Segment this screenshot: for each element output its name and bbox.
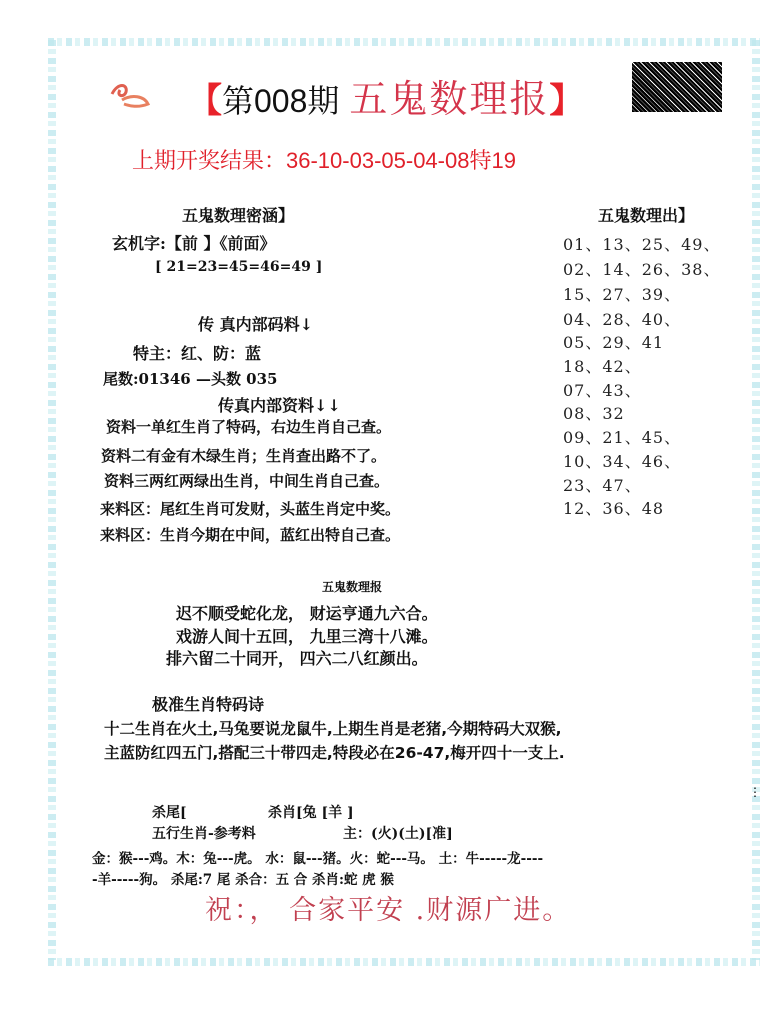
special-color: 特主：红、防：蓝	[133, 344, 262, 363]
kill-zodiac: 杀肖[兔 [羊 ]	[268, 805, 354, 821]
title-bracket-close: 】	[549, 81, 584, 121]
number-row: 18、42、	[563, 357, 642, 376]
mystery-word: 玄机字:【前 】《前面》	[112, 234, 276, 253]
title-bracket-open: 【	[188, 81, 222, 121]
watermark-border-left	[48, 40, 56, 960]
number-row: 09、21、45、	[563, 428, 682, 447]
element-mapping-line-2: -羊-----狗。 杀尾:7 尾 杀合：五 合 杀肖:蛇 虎 猴	[92, 872, 394, 888]
number-row: 23、47、	[563, 476, 642, 495]
qr-code-image	[632, 62, 722, 112]
side-mark: ⋮	[749, 785, 761, 799]
zodiac-poem-line: 十二生肖在火土,马兔要说龙鼠牛,上期生肖是老猪,今期特码大双猴,	[104, 720, 562, 738]
numbers-out-title: 五鬼数理出】	[598, 206, 695, 225]
paper-name: 五鬼数理报	[349, 77, 550, 121]
number-row: 05、29、41	[563, 333, 665, 352]
footer-wish: 祝：， 合家平安 .财源广进。	[205, 895, 572, 926]
info-item-3: 资料三两红两绿出生肖，中间生肖自己查。	[104, 472, 390, 490]
zodiac-poem-title: 极准生肖特码诗	[152, 695, 265, 714]
number-row: 02、14、26、38、	[563, 260, 721, 279]
five-elements-title: 五行生肖-参考料	[152, 826, 256, 842]
watermark-border-bottom	[48, 958, 760, 966]
secret-section-title: 五鬼数理密涵】	[182, 206, 295, 225]
number-row: 10、34、46、	[563, 452, 682, 471]
mystery-numbers: [ 21=23=45=46=49 ]	[155, 259, 323, 275]
info-item-4: 来料区：尾红生肖可发财，头蓝生肖定中奖。	[100, 500, 401, 518]
kill-tail: 杀尾[	[152, 805, 187, 821]
watermark-border-top	[48, 38, 760, 46]
info-item-1: 资料一单红生肖了特码，右边生肖自己查。	[106, 418, 392, 436]
info-item-2: 资料二有金有木绿生肖；生肖查出路不了。	[101, 447, 387, 465]
poem-line: 迟不顺受蛇化龙， 财运亨通九六合。	[176, 604, 438, 623]
page-title	[188, 76, 583, 124]
fax-title: 传 真内部码料↓	[198, 315, 313, 334]
tail-head-numbers: 尾数:01346 —头数 035	[103, 370, 278, 388]
fax-title-2: 传真内部资料↓↓	[218, 396, 341, 415]
number-row: 08、32	[563, 404, 625, 423]
info-item-5: 来料区：生肖今期在中间，蓝红出特自己查。	[100, 526, 401, 544]
last-draw-result: 上期开奖结果：36-10-03-05-04-08特19	[132, 148, 516, 173]
element-mapping-line-1: 金：猴---鸡。木：兔---虎。 水：鼠---猪。火：蛇---马。 土：牛-----龙----	[92, 851, 544, 867]
issue-number: 第008期	[222, 83, 340, 119]
watermark-border-right	[752, 40, 760, 960]
logo-icon	[108, 80, 154, 110]
poem-line: 戏游人间十五回， 九里三湾十八滩。	[176, 627, 438, 646]
poem-title: 五鬼数理报	[322, 580, 383, 594]
number-row: 04、28、40、	[563, 310, 682, 329]
number-row: 01、13、25、49、	[563, 235, 721, 254]
number-row: 12、36、48	[563, 499, 665, 518]
number-row: 15、27、39、	[563, 285, 682, 304]
zodiac-poem-line: 主蓝防红四五门,搭配三十带四走,特段必在26-47,梅开四十一支上.	[104, 744, 565, 762]
poem-line: 排六留二十同开， 四六二八红颜出。	[166, 649, 428, 668]
number-row: 07、43、	[563, 381, 642, 400]
main-element: 主：(火)(土)[准]	[343, 826, 453, 842]
